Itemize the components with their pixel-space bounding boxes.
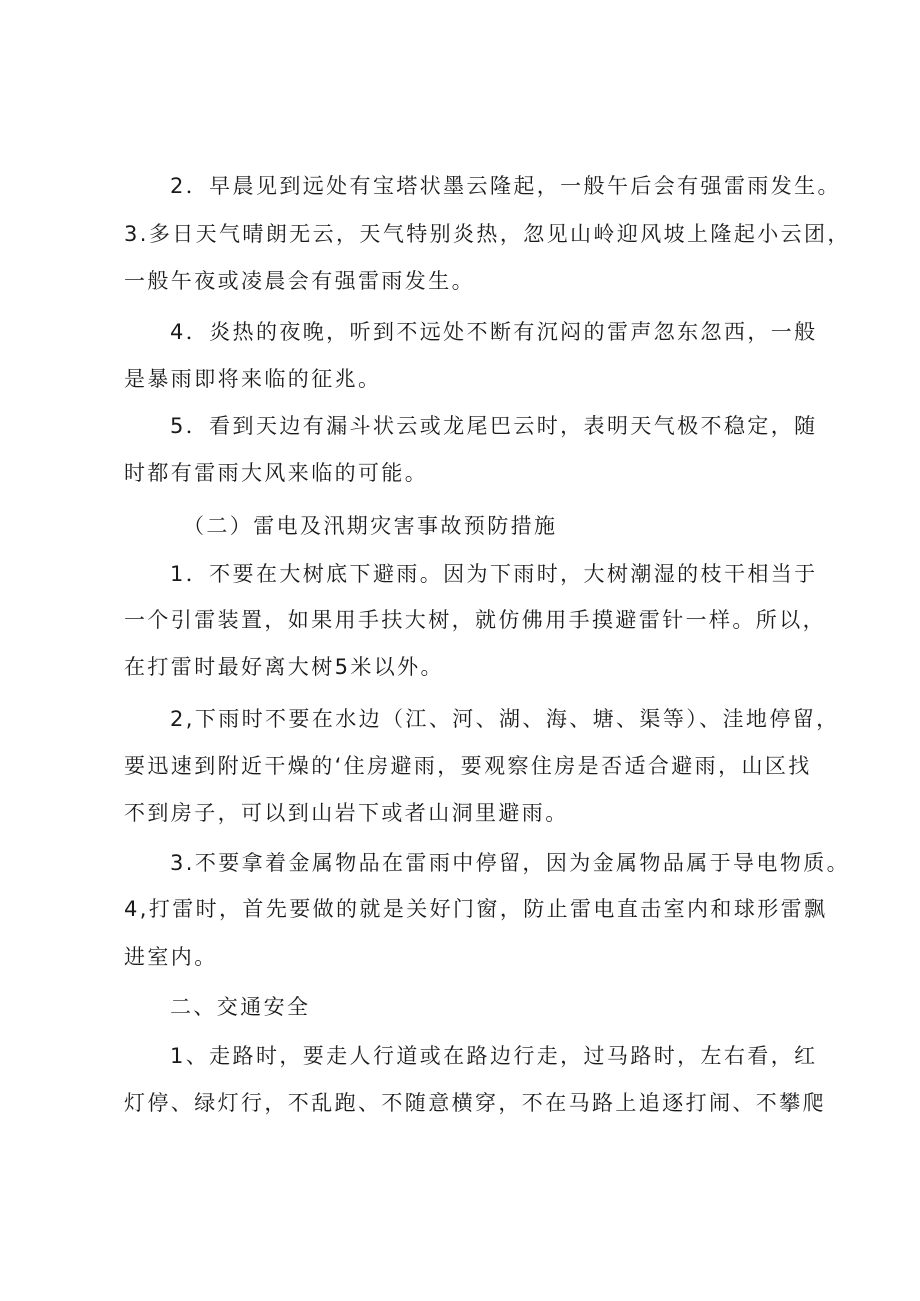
paragraph-line: 1．不要在大树底下避雨。因为下雨时，大树潮湿的枝干相当于 [170,562,818,586]
paragraph-line: 5．看到天边有漏斗状云或龙尾巴云时，表明天气极不稳定，随 [170,414,818,438]
paragraph-line: 2．早晨见到远处有宝塔状墨云隆起，一般午后会有强雷雨发生。 [170,174,841,198]
paragraph-line: 4．炎热的夜晚，听到不远处不断有沉闷的雷声忽东忽西，一般 [170,320,818,344]
paragraph-line: 灯停、绿灯行，不乱跑、不随意横穿，不在马路上追逐打闹、不攀爬 [124,1091,826,1115]
paragraph-line: 进室内。 [124,945,218,969]
paragraph-line: 4,打雷时，首先要做的就是关好门窗，防止雷电直击室内和球形雷飘 [124,897,828,921]
section-subheading: （二）雷电及汛期灾害事故预防措施 [183,514,558,538]
paragraph-line: 在打雷时最好离大树5米以外。 [124,655,444,679]
paragraph-line: 3.不要拿着金属物品在雷雨中停留，因为金属物品属于导电物质。 [170,851,851,875]
paragraph-line: 是暴雨即将来临的征兆。 [124,367,382,391]
section-heading: 二、交通安全 [170,995,311,1019]
paragraph-line: 时都有雷雨大风来临的可能。 [124,461,429,485]
paragraph-line: 1、走路时，要走人行道或在路边行走，过马路时，左右看，红 [170,1044,818,1068]
paragraph-line: 一般午夜或凌晨会有强雷雨发生。 [124,269,475,293]
paragraph-line: 不到房子，可以到山岩下或者山洞里避雨。 [124,801,569,825]
paragraph-line: 要迅速到附近干燥的‘住房避雨，要观察住房是否适合避雨，山区找 [124,754,812,778]
paragraph-line: 2,下雨时不要在水边（江、河、湖、海、塘、渠等）、洼地停留， [170,707,840,731]
paragraph-line: 一个引雷装置，如果用手扶大树，就仿佛用手摸避雷针一样。所以， [124,608,826,632]
paragraph-line: 3.多日天气晴朗无云，天气特别炎热，忽见山岭迎风坡上隆起小云团， [124,222,851,246]
